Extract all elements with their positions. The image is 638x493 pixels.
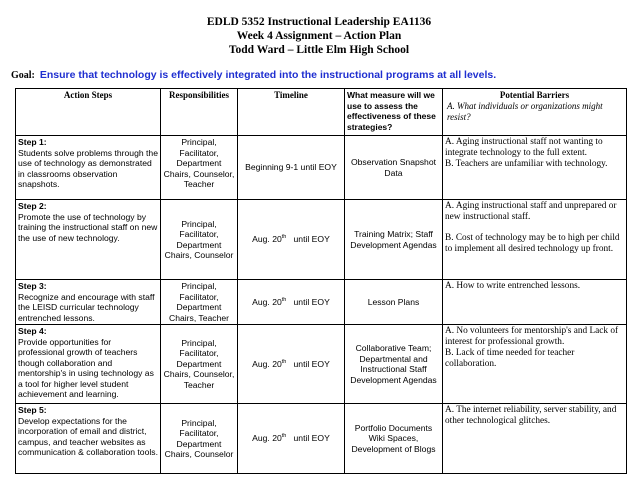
- action-step-cell: [16, 200, 161, 280]
- table-row: [16, 325, 627, 404]
- timeline-date: Aug. 20: [252, 358, 282, 369]
- barrier-a: A. No volunteers for mentorship's and Lack of interest for professional growth.: [445, 326, 619, 347]
- measure-cell: Observation Snapshot Data: [345, 136, 443, 200]
- col-header-responsibilities: Responsibilities: [161, 89, 238, 136]
- barrier-b: B. Cost of technology may be to high per child to implement all desired technology up front.: [445, 233, 620, 254]
- col-header-action-steps: Action Steps: [16, 89, 161, 136]
- measure-cell: Portfolio Documents Wiki Spaces, Development of Blogs: [345, 404, 443, 474]
- step-label: Step 3:: [18, 281, 47, 291]
- timeline-ordinal: th: [281, 234, 287, 241]
- timeline-end: until EOY: [293, 433, 330, 444]
- timeline-ordinal: th: [281, 433, 287, 440]
- barriers-cell: [443, 404, 627, 474]
- measure-cell: Training Matrix; Staff Development Agendas: [345, 200, 443, 280]
- timeline-cell: [238, 200, 345, 280]
- table-row: [16, 280, 627, 325]
- timeline-ordinal: th: [281, 358, 287, 365]
- document-subtitle: Week 4 Assignment – Action Plan: [236, 30, 402, 42]
- table-row: [16, 200, 627, 280]
- timeline-cell: [238, 280, 345, 325]
- barriers-cell: [443, 200, 627, 280]
- step-text: Develop expectations for the incorporation of email and district, campus, and teacher websites as communication & collaboration tools.: [18, 415, 158, 457]
- timeline-date: Aug. 20: [252, 234, 282, 245]
- action-step-cell: [16, 404, 161, 474]
- step-text: Provide opportunities for professional growth of teachers though collaboration and mentorship's in using technology as a tool for higher level student achievement and learning.: [18, 336, 154, 399]
- barriers-title: Potential Barriers: [499, 90, 570, 100]
- barriers-cell: [443, 136, 627, 200]
- timeline-cell: [238, 325, 345, 404]
- goal-statement: [11, 69, 496, 81]
- barrier-a: A. The internet reliability, server stability, and other technological glitches.: [445, 405, 617, 426]
- table-header-row: [16, 89, 627, 136]
- timeline-end: until EOY: [293, 234, 330, 245]
- step-label: Step 5:: [18, 405, 47, 415]
- barrier-a: A. Aging instructional staff not wanting to integrate technology to the full extent.: [445, 137, 603, 158]
- timeline-ordinal: th: [281, 296, 287, 303]
- step-label: Step 1:: [18, 137, 47, 147]
- measure-cell: Lesson Plans: [345, 280, 443, 325]
- table-row: [16, 404, 627, 474]
- barriers-cell: [443, 325, 627, 404]
- step-text: Students solve problems through the use of technology as demonstrated in classrooms observation snapshots.: [18, 147, 158, 189]
- barrier-b: B. Lack of time needed for teacher collaboration.: [445, 348, 575, 369]
- document-author: Todd Ward – Little Elm High School: [228, 44, 410, 56]
- goal-text: Ensure that technology is effectively integrated into the instructional programs at all levels.: [39, 69, 497, 81]
- document-title: EDLD 5352 Instructional Leadership EA1136: [206, 16, 432, 28]
- barriers-cell: [443, 280, 627, 325]
- responsibilities-cell: Principal, Facilitator, Department Chairs, Counselor: [161, 200, 238, 280]
- barriers-question: A. What individuals or organizations might resist?: [447, 101, 603, 122]
- action-plan-table: [15, 88, 627, 474]
- action-step-cell: [16, 136, 161, 200]
- goal-label: Goal:: [11, 70, 35, 81]
- col-header-timeline: Timeline: [238, 89, 345, 136]
- barrier-a: A. Aging instructional staff and unprepared or new instructional staff.: [445, 201, 617, 222]
- step-label: Step 2:: [18, 201, 47, 211]
- responsibilities-cell: Principal, Facilitator, Department Chairs, Counselor, Teacher: [161, 325, 238, 404]
- action-step-cell: [16, 325, 161, 404]
- action-step-cell: [16, 280, 161, 325]
- col-header-measure: What measure will we use to assess the effectiveness of these strategies?: [345, 89, 443, 136]
- measure-cell: Collaborative Team; Departmental and Instructional Staff Development Agendas: [345, 325, 443, 404]
- col-header-barriers: [443, 89, 627, 136]
- timeline-end: until EOY: [293, 296, 330, 307]
- responsibilities-cell: Principal, Facilitator, Department Chairs, Counselor, Teacher: [161, 136, 238, 200]
- timeline-date: Aug. 20: [252, 296, 282, 307]
- timeline-cell: [238, 404, 345, 474]
- step-text: Promote the use of technology by training the instructional staff on new the use of new technology.: [18, 211, 158, 243]
- timeline-cell: Beginning 9-1 until EOY: [238, 136, 345, 200]
- timeline-end: until EOY: [293, 358, 330, 369]
- table-row: [16, 136, 627, 200]
- step-text: Recognize and encourage with staff the LEISD curricular technology entrenched lessons.: [18, 291, 155, 323]
- barrier-a: A. How to write entrenched lessons.: [445, 281, 581, 291]
- timeline-date: Aug. 20: [252, 433, 282, 444]
- responsibilities-cell: Principal, Facilitator, Department Chairs, Teacher: [161, 280, 238, 325]
- responsibilities-cell: Principal, Facilitator, Department Chairs, Counselor: [161, 404, 238, 474]
- barrier-b: B. Teachers are unfamiliar with technology.: [445, 159, 608, 169]
- step-label: Step 4:: [18, 326, 47, 336]
